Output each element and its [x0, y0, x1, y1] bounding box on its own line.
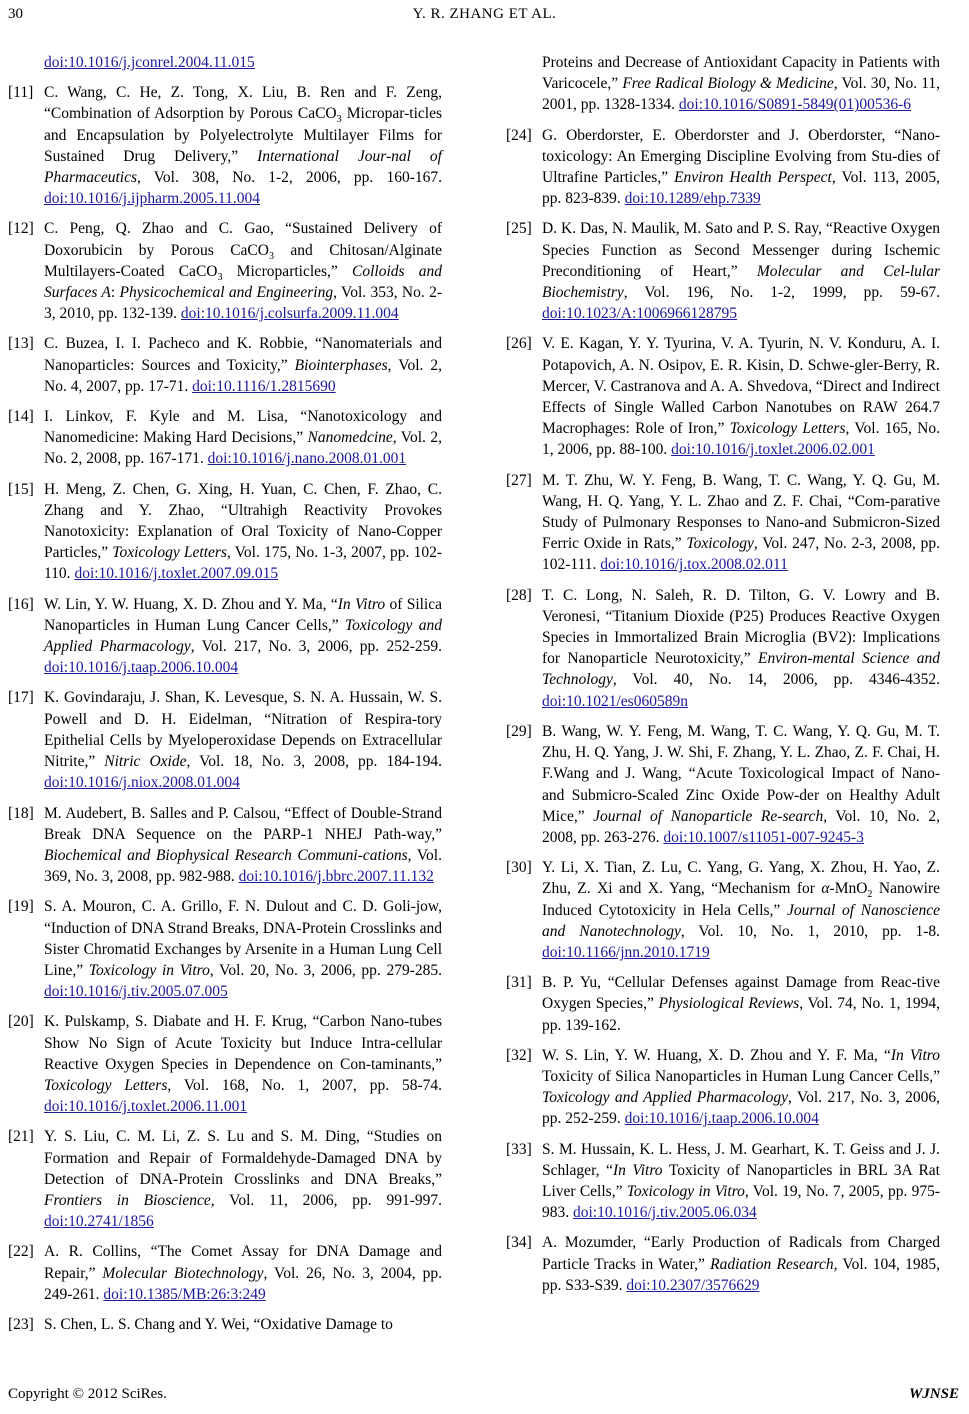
- doi-link[interactable]: doi:10.1021/es060589n: [542, 692, 688, 710]
- doi-link[interactable]: doi:10.1016/S0891-5849(01)00536-6: [678, 96, 911, 114]
- reference-number: [22]: [8, 1243, 34, 1261]
- reference-text-segment: A. Mozumder, “Early Production of Radicals from Charged Particle Tracks in Water,”: [542, 1234, 940, 1273]
- reference-text-segment: , Vol. 113, 2005, pp. 823-839.: [542, 169, 940, 208]
- reference-text-segment: , Vol. 10, No. 1, 2010, pp. 1-8.: [680, 922, 941, 940]
- reference-text: [542, 972, 940, 1036]
- reference-text: [542, 125, 940, 210]
- reference-text-segment: G. Oberdorster, E. Oberdorster and J. Oberdorster, “Nano-toxicology: An Emerging Discipline Evolving from Stu-dies of Ultrafine Particles,”: [542, 126, 940, 187]
- page-number: 30: [8, 6, 23, 22]
- doi-link[interactable]: doi:10.1016/j.taap.2006.10.004: [624, 1110, 819, 1128]
- reference-number: [29]: [506, 722, 532, 740]
- doi-link[interactable]: doi:10.1007/s11051-007-9245-3: [663, 828, 864, 846]
- reference-text-segment: , Vol. 2, No. 4, 2007, pp. 17-71.: [44, 356, 442, 395]
- doi-link[interactable]: doi:10.2307/3576629: [626, 1276, 760, 1294]
- reference-number: [27]: [506, 471, 532, 489]
- italic-text: Toxicology in Vitro: [88, 961, 210, 979]
- reference-number: [15]: [8, 480, 34, 498]
- subscript: 2: [867, 889, 873, 901]
- reference-text-segment: , Vol. 353, No. 2-3, 2010, pp. 132-139.: [44, 284, 442, 323]
- reference-text: [44, 803, 442, 888]
- reference-text-segment: K. Govindaraju, J. Shan, K. Levesque, S. N. A. Hussain, W. S. Powell and D. H. Eidelman, “Nitration of Respira-tory Epithelial Cells by Myeloperoxidase Depends on Extracellular Nitrite,”: [44, 689, 442, 771]
- italic-text: Toxicology Letters: [112, 544, 227, 562]
- reference-text-segment: W. Lin, Y. W. Huang, X. D. Zhou and Y. Ma, “: [44, 595, 338, 613]
- reference-text-segment: , Vol. 10, No. 2, 2008, pp. 263-276.: [542, 807, 940, 846]
- italic-text: In Vitro: [337, 595, 386, 613]
- doi-link[interactable]: doi:10.1016/j.taap.2006.10.004: [44, 659, 239, 677]
- reference-number: [33]: [506, 1140, 532, 1158]
- reference-entry: [8, 333, 442, 397]
- reference-text: [44, 1314, 442, 1335]
- doi-link[interactable]: doi:10.1016/j.toxlet.2007.09.015: [74, 565, 279, 583]
- reference-text-segment: , Vol. 104, 1985, pp. S33-S39.: [542, 1255, 940, 1294]
- reference-number: [24]: [506, 126, 532, 144]
- reference-text-segment: Micropar-ticles and Encapsulation by Polyelectrolyte Multilayer Films for Sustained Drug Delivery,”: [44, 105, 442, 165]
- reference-entry: [506, 721, 940, 848]
- copyright-notice: Copyright © 2012 SciRes.: [8, 1386, 167, 1402]
- reference-text-segment: , Vol. 20, No. 3, 2006, pp. 279-285.: [209, 961, 442, 979]
- doi-link[interactable]: doi:10.1385/MB:26:3:249: [103, 1285, 266, 1303]
- reference-text-segment: , Vol. 30, No. 11, 2001, pp. 1328-1334.: [542, 75, 941, 114]
- page-footer: [0, 1378, 969, 1414]
- doi-link[interactable]: doi:10.1016/j.nano.2008.01.001: [207, 450, 407, 468]
- reference-text-segment: , Vol. 2, No. 2, 2008, pp. 167-171.: [44, 429, 442, 468]
- reference-entry: [8, 896, 442, 1002]
- reference-number: [31]: [506, 974, 532, 992]
- italic-text: Journal of Nanoscience and Nanotechnology: [542, 901, 940, 940]
- reference-text: [542, 1232, 940, 1296]
- doi-link[interactable]: doi:10.1016/j.tiv.2005.06.034: [573, 1204, 757, 1222]
- reference-entry: [8, 1011, 442, 1117]
- reference-text: [44, 1011, 442, 1117]
- reference-entry: [506, 1045, 940, 1130]
- reference-text-segment: Toxicity of Nanoparticles in BRL 3A Rat Liver Cells,”: [542, 1161, 940, 1200]
- journal-abbreviation: WJNSE: [908, 1386, 959, 1402]
- doi-link[interactable]: doi:10.1016/j.tox.2008.02.011: [600, 556, 788, 574]
- italic-text: Nitric Oxide: [104, 753, 187, 771]
- reference-text-segment: S. A. Mouron, C. A. Grillo, F. N. Dulout and C. D. Goli-jow, “Induction of DNA Strand Breaks, DNA-Protein Crosslinks and Sister Chromatid Exchanges by Arsenite in a Human Lung Cell Line,”: [44, 898, 442, 979]
- reference-text-segment: Microparticles,”: [222, 262, 353, 280]
- reference-text-segment: Toxicity of Silica Nanoparticles in Human Lung Cancer Cells,”: [542, 1067, 940, 1085]
- reference-text-segment: I. Linkov, F. Kyle and M. Lisa, “Nanotoxicology and Nanomedicine: Making Hard Decisions,”: [44, 408, 442, 447]
- left-column: [8, 52, 442, 1344]
- reference-text-segment: , Vol. 18, No. 3, 2008, pp. 184-194.: [186, 753, 443, 771]
- reference-text-segment: and Chitosan/Alginate Multilayers-Coated CaCO: [44, 241, 443, 280]
- reference-entry: [8, 218, 442, 324]
- reference-text-segment: V. E. Kagan, Y. Y. Tyurina, V. A. Tyurin, N. V. Konduru, A. I. Potapovich, A. N. Osipov, E. R. Kisin, D. Schwe-gler-Berry, R. Mercer, V. Castranova and A. A. Shvedova, “Direct and Indirect Effects of Single Walled Carbon Nanotubes on RAW 264.7 Macrophages: Role of Iron,”: [542, 335, 940, 438]
- reference-number: [26]: [506, 335, 532, 353]
- reference-text: [542, 721, 940, 848]
- reference-entry: [8, 687, 442, 793]
- doi-link[interactable]: doi:10.1289/ehp.7339: [624, 190, 761, 208]
- italic-text: Radiation Research: [710, 1255, 834, 1273]
- italic-text: Nanomedcine: [307, 429, 393, 447]
- reference-text-segment: Y. Li, X. Tian, Z. Lu, C. Yang, G. Yang, X. Zhou, H. Yao, Z. Zhu, Z. Xi and X. Yang, “Mechanism for: [542, 859, 940, 898]
- reference-entry: [506, 470, 940, 576]
- doi-link[interactable]: doi:10.2741/1856: [44, 1213, 154, 1231]
- reference-number: [21]: [8, 1128, 34, 1146]
- italic-text: Toxicology in Vitro: [626, 1182, 745, 1200]
- reference-text: [542, 857, 940, 963]
- doi-link[interactable]: doi:10.1023/A:1006966128795: [542, 305, 738, 323]
- italic-text: Biochemical and Biophysical Research Communi-cations: [44, 846, 408, 864]
- reference-list: [0, 52, 969, 1372]
- reference-number: [17]: [8, 689, 34, 707]
- reference-text-segment: :: [110, 284, 120, 302]
- page-header: [0, 0, 969, 40]
- reference-text-segment: , Vol. 168, No. 1, 2007, pp. 58-74.: [167, 1076, 442, 1094]
- reference-entry: [506, 218, 940, 324]
- reference-entry: [8, 1241, 442, 1305]
- reference-entry: [506, 333, 940, 460]
- reference-number: [14]: [8, 408, 34, 426]
- reference-text-segment: M. Audebert, B. Salles and P. Calsou, “Effect of Double-Strand Break DNA Sequence on the PARP-1 NHEJ Path-way,”: [44, 804, 442, 843]
- reference-text: [542, 218, 940, 324]
- reference-entry: [8, 479, 442, 585]
- running-head: Y. R. ZHANG ET AL.: [412, 6, 557, 22]
- reference-text: [44, 333, 442, 397]
- reference-number: [19]: [8, 898, 34, 916]
- reference-entry: [8, 406, 442, 470]
- reference-text-segment: Y. S. Liu, C. M. Li, Z. S. Lu and S. M. Ding, “Studies on Formation and Repair of Formaldehyde-Damaged DNA by Detection of DNA-Protein Crosslinks and DNA Breaks,”: [44, 1128, 442, 1188]
- reference-text-segment: -MnO: [829, 880, 868, 898]
- reference-text-segment: M. T. Zhu, W. Y. Feng, B. Wang, T. C. Wang, Y. Q. Gu, M. Wang, H. Q. Yang, Y. L. Zhao and Z. F. Chai, “Com-parative Study of Pulmonary Responses to Nano-and Submicron-Sized Ferric Oxide in Rats,”: [542, 471, 940, 553]
- reference-number: [30]: [506, 859, 532, 877]
- reference-text-segment: Proteins and Decrease of Antioxidant Capacity in Patients with Varicocele,”: [542, 54, 940, 93]
- reference-entry: [8, 1126, 442, 1232]
- italic-text: Toxicology and Applied Pharmacology: [542, 1089, 788, 1107]
- italic-text: Environ Health Perspect: [674, 169, 832, 187]
- italic-text: Toxicology and Applied Pharmacology: [44, 616, 442, 656]
- reference-entry: [506, 857, 940, 963]
- reference-text: [44, 52, 442, 73]
- reference-text-segment: , Vol. 247, No. 2-3, 2008, pp. 102-111.: [542, 535, 940, 574]
- doi-link[interactable]: doi:10.1016/j.ijpharm.2005.11.004: [44, 190, 260, 208]
- reference-entry: [8, 594, 442, 679]
- reference-text-segment: , Vol. 217, No. 3, 2006, pp. 252-259.: [190, 638, 442, 656]
- italic-text: In Vitro: [612, 1161, 663, 1179]
- reference-number: [13]: [8, 335, 34, 353]
- reference-entry: [506, 1139, 940, 1224]
- reference-text: [44, 1126, 442, 1232]
- reference-text-segment: B. P. Yu, “Cellular Defenses against Damage from Reac-tive Oxygen Species,”: [542, 974, 940, 1013]
- reference-text-segment: of Silica Nanoparticles in Human Lung Cancer Cells,”: [44, 595, 442, 634]
- doi-link[interactable]: doi:10.1016/j.niox.2008.01.004: [44, 774, 240, 792]
- reference-entry: [506, 585, 940, 712]
- reference-number: [25]: [506, 220, 532, 238]
- reference-text-segment: W. S. Lin, Y. W. Huang, X. D. Zhou and Y. F. Ma, “: [542, 1046, 891, 1064]
- doi-link[interactable]: doi:10.1016/j.bbrc.2007.11.132: [238, 868, 434, 886]
- reference-text-segment: , Vol. 308, No. 1-2, 2006, pp. 160-167.: [136, 169, 442, 187]
- reference-entry: [506, 972, 940, 1036]
- reference-text-segment: S. M. Hussain, K. L. Hess, J. M. Gearhart, K. T. Geiss and J. J. Schlager, “: [542, 1140, 940, 1179]
- italic-text: Molecular Biotechnology: [102, 1264, 264, 1282]
- italic-text: Colloids and Surfaces A: [44, 262, 443, 302]
- italic-text: Physiological Reviews: [658, 995, 800, 1013]
- reference-text-segment: C. Wang, C. He, Z. Tong, X. Liu, B. Ren and F. Zeng, “Combination of Adsorption by Porous CaCO: [44, 84, 442, 123]
- italic-text: Toxicology Letters: [44, 1076, 168, 1094]
- doi-link[interactable]: doi:10.1016/j.tiv.2005.07.005: [44, 983, 228, 1001]
- reference-entry: [8, 82, 442, 209]
- reference-text-segment: , Vol. 165, No. 1, 2006, pp. 88-100.: [542, 420, 940, 459]
- subscript: 3: [268, 250, 274, 262]
- reference-entry: [506, 125, 940, 210]
- reference-text: [542, 470, 940, 576]
- reference-entry: [8, 52, 442, 73]
- doi-link[interactable]: doi:10.1016/j.toxlet.2006.02.001: [671, 441, 875, 459]
- subscript: 3: [217, 271, 223, 283]
- reference-entry: [8, 1314, 442, 1335]
- reference-text-segment: T. C. Long, N. Saleh, R. D. Tilton, G. V. Lowry and B. Veronesi, “Titanium Dioxide (P25) Produces Reactive Oxygen Species in Immortalized Brain Microglia (BV2): Implications for Nanoparticle Neurotoxicity,”: [542, 586, 940, 668]
- reference-number: [8, 52, 44, 73]
- italic-text: Molecular and Cel-lular Biochemistry: [542, 262, 940, 302]
- reference-number: [28]: [506, 586, 532, 604]
- reference-text: [542, 333, 940, 460]
- reference-number: [12]: [8, 220, 34, 238]
- reference-text-segment: , Vol. 26, No. 3, 2004, pp. 249-261.: [44, 1264, 443, 1303]
- italic-text: Environ-mental Science and Technology: [542, 650, 940, 689]
- reference-number: [32]: [506, 1046, 532, 1064]
- reference-text: [542, 1139, 940, 1224]
- reference-number: [23]: [8, 1315, 34, 1333]
- reference-text: [44, 82, 442, 209]
- reference-text-segment: D. K. Das, N. Maulik, M. Sato and P. S. Ray, “Reactive Oxygen Species Function as Second Messenger during Ischemic Preconditioning of Heart,”: [542, 220, 940, 280]
- reference-entry: [506, 1232, 940, 1296]
- doi-link[interactable]: doi:10.1016/j.toxlet.2006.11.001: [44, 1098, 248, 1116]
- reference-text: [44, 687, 442, 793]
- reference-entry: [506, 52, 940, 116]
- reference-number: [34]: [506, 1234, 532, 1252]
- italic-text: In Vitro: [890, 1046, 940, 1064]
- italic-text: International Jour-nal of Pharmaceutics: [44, 147, 442, 187]
- reference-text-segment: , Vol. 217, No. 3, 2006, pp. 252-259.: [542, 1089, 941, 1128]
- reference-text-segment: H. Meng, Z. Chen, G. Xing, H. Yuan, C. Chen, F. Zhao, C. Zhang and Y. Zhao, “Ultrahigh Reactivity Provokes Nanotoxicity: Explanation of Oral Toxicity of Nano-Copper Particles,”: [44, 480, 442, 562]
- reference-text-segment: , Vol. 40, No. 14, 2006, pp. 4346-4352.: [612, 671, 940, 689]
- italic-text: Biointerphases: [294, 356, 388, 374]
- reference-text-segment: , Vol. 74, No. 1, 1994, pp. 139-162.: [542, 995, 940, 1034]
- reference-text-segment: , Vol. 196, No. 1-2, 1999, pp. 59-67.: [623, 284, 940, 302]
- reference-text-segment: K. Pulskamp, S. Diabate and H. F. Krug, “Carbon Nano-tubes Show No Sign of Acute Toxicity but Induce Intra-cellular Reactive Oxygen Species in Dependence on Con-taminants,”: [44, 1013, 442, 1073]
- reference-text: [44, 896, 442, 1002]
- italic-text: Physicochemical and Engineering: [119, 284, 334, 302]
- reference-entry: [8, 803, 442, 888]
- reference-text: [44, 594, 442, 679]
- reference-text: [542, 52, 940, 116]
- reference-text-segment: A. R. Collins, “The Comet Assay for DNA Damage and Repair,”: [44, 1243, 442, 1282]
- reference-text-segment: C. Buzea, I. I. Pacheco and K. Robbie, “Nanomaterials and Nanoparticles: Sources and Toxicity,”: [44, 335, 442, 374]
- reference-text-segment: , Vol. 11, 2006, pp. 991-997.: [210, 1191, 442, 1209]
- reference-text-segment: , Vol. 175, No. 1-3, 2007, pp. 102-110.: [44, 544, 442, 583]
- reference-text-segment: , Vol. 19, No. 7, 2005, pp. 975-983.: [542, 1182, 941, 1222]
- doi-link[interactable]: doi:10.1116/1.2815690: [192, 377, 336, 395]
- reference-text-segment: Nanowire Induced Cytotoxicity in Hela Cells,”: [542, 880, 940, 919]
- reference-number: [506, 52, 542, 116]
- reference-number: [11]: [8, 84, 34, 102]
- reference-text-segment: B. Wang, W. Y. Feng, M. Wang, T. C. Wang, Y. Q. Gu, M. T. Zhu, H. Q. Yang, J. W. Shi, F. Zhang, Y. L. Zhao, Z. F. Chai, H. F.Wang and J. Wang, “Acute Toxicological Impact of Nano- and Submicro-Scaled Zinc Oxide Pow-der on Healthy Adult Mice,”: [542, 722, 940, 825]
- reference-text: [542, 1045, 940, 1130]
- doi-link[interactable]: doi:10.1016/j.jconrel.2004.11.015: [44, 54, 255, 71]
- reference-text: [44, 479, 442, 585]
- reference-text-segment: S. Chen, L. S. Chang and Y. Wei, “Oxidative Damage to: [44, 1315, 393, 1333]
- reference-text-segment: C. Peng, Q. Zhao and C. Gao, “Sustained Delivery of Doxorubicin by Porous CaCO: [44, 220, 442, 259]
- doi-link[interactable]: doi:10.1166/jnn.2010.1719: [542, 943, 710, 961]
- reference-text: [542, 585, 940, 712]
- italic-text: Toxicology: [686, 535, 754, 553]
- doi-link[interactable]: doi:10.1016/j.colsurfa.2009.11.004: [180, 305, 399, 323]
- reference-text: [44, 1241, 442, 1305]
- reference-text-segment: , Vol. 369, No. 3, 2008, pp. 982-988.: [44, 846, 442, 886]
- italic-text: Journal of Nanoparticle Re-search: [593, 807, 824, 825]
- reference-number: [20]: [8, 1013, 34, 1031]
- reference-text: [44, 406, 442, 470]
- italic-text: Free Radical Biology & Medicine: [622, 75, 834, 93]
- italic-text: Frontiers in Bioscience: [44, 1191, 211, 1209]
- italic-text: α: [821, 880, 830, 898]
- subscript: 3: [336, 114, 342, 126]
- right-column: [506, 52, 940, 1305]
- italic-text: Toxicology Letters: [729, 420, 846, 438]
- reference-number: [16]: [8, 595, 34, 613]
- reference-number: [18]: [8, 804, 34, 822]
- reference-text: [44, 218, 442, 324]
